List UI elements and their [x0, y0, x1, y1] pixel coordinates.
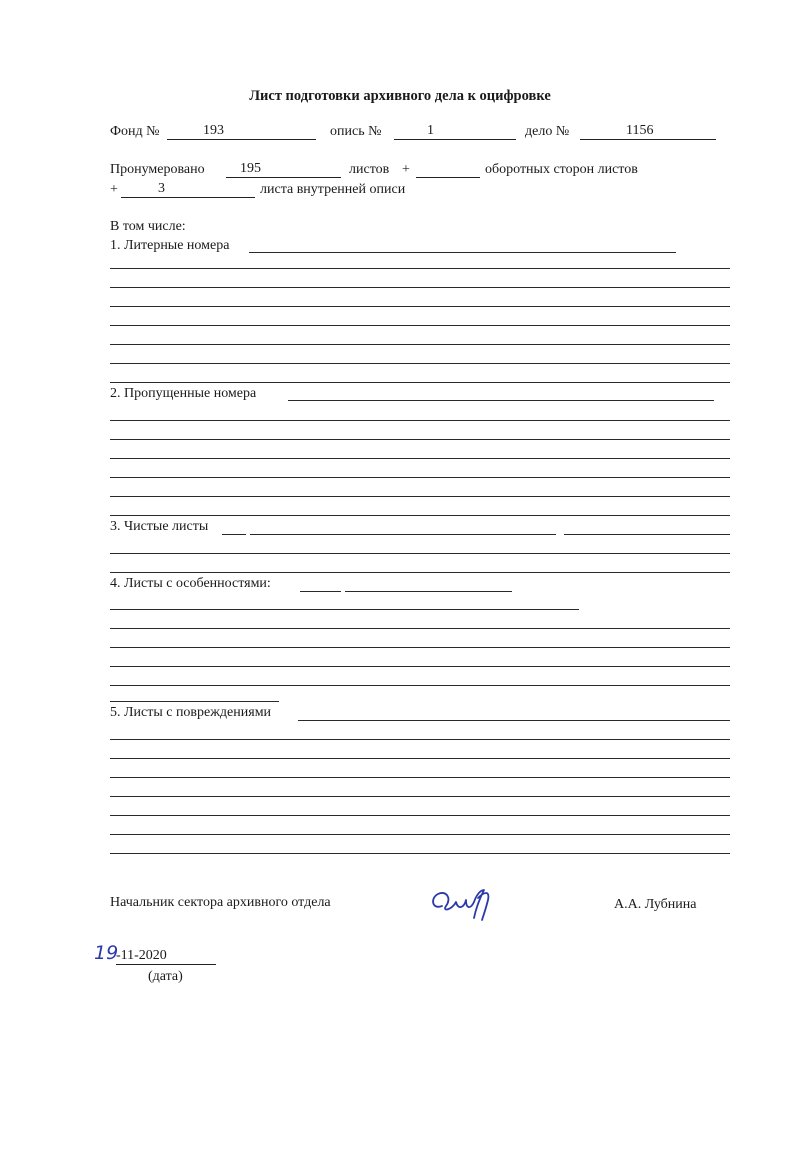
date-day-handwritten: 19	[94, 942, 119, 964]
section-5-rule[interactable]	[110, 758, 730, 759]
section-4-inline-rule[interactable]	[345, 591, 512, 592]
section-2-rule[interactable]	[110, 515, 730, 516]
section-3-rule[interactable]	[110, 553, 730, 554]
section-5-rule[interactable]	[110, 777, 730, 778]
including-label: В том числе:	[110, 219, 186, 234]
section-3-inline-rule[interactable]	[222, 534, 246, 535]
section-2-rule[interactable]	[110, 477, 730, 478]
opis-label: опись №	[330, 124, 382, 139]
section-1-rule[interactable]	[110, 325, 730, 326]
section-5-rule[interactable]	[110, 739, 730, 740]
section-2-rule[interactable]	[110, 420, 730, 421]
sheets-field[interactable]	[226, 162, 341, 178]
section-4-rule[interactable]	[110, 647, 730, 648]
section-1-rule[interactable]	[110, 344, 730, 345]
date-rest: -11-2020	[116, 948, 167, 963]
fond-value: 193	[203, 123, 224, 138]
sheets-value: 195	[240, 161, 261, 176]
section-4-rule[interactable]	[110, 685, 730, 686]
section-2-inline-rule[interactable]	[288, 400, 714, 401]
inner-inventory-field[interactable]	[121, 182, 255, 198]
delo-value: 1156	[626, 123, 654, 138]
section-4-label: 4. Листы с особенностями:	[110, 576, 271, 591]
section-1-rule[interactable]	[110, 287, 730, 288]
fond-field[interactable]	[167, 124, 316, 140]
inner-inventory-word: листа внутренней описи	[260, 182, 406, 197]
reverse-sides-word: оборотных сторон листов	[485, 162, 638, 177]
section-4-rule[interactable]	[110, 628, 730, 629]
numbered-prefix: Пронумеровано	[110, 162, 205, 177]
signature-image	[428, 884, 496, 924]
section-5-rule[interactable]	[110, 853, 730, 854]
date-field[interactable]	[116, 949, 216, 965]
signatory-name: А.А. Лубнина	[614, 897, 697, 912]
opis-field[interactable]	[394, 124, 516, 140]
section-5-inline-rule[interactable]	[298, 720, 730, 721]
date-caption: (дата)	[148, 969, 183, 984]
section-5-label: 5. Листы с повреждениями	[110, 705, 272, 720]
plus-sign: +	[402, 162, 410, 177]
opis-value: 1	[427, 123, 434, 138]
section-1-rule[interactable]	[110, 306, 730, 307]
inner-plus-sign: +	[110, 182, 118, 197]
delo-field[interactable]	[580, 124, 716, 140]
section-1-inline-rule[interactable]	[249, 252, 676, 253]
section-1-label: 1. Литерные номера	[110, 238, 230, 253]
section-4-rule[interactable]	[110, 701, 279, 702]
document-title: Лист подготовки архивного дела к оцифровке	[249, 88, 551, 104]
inner-inventory-value: 3	[158, 181, 165, 196]
sheets-word: листов	[349, 162, 390, 177]
section-2-label: 2. Пропущенные номера	[110, 386, 257, 401]
section-4-rule[interactable]	[110, 666, 730, 667]
section-3-label: 3. Чистые листы	[110, 519, 209, 534]
fond-label: Фонд №	[110, 124, 160, 139]
section-3-inline-rule[interactable]	[564, 534, 730, 535]
section-4-inline-rule[interactable]	[300, 591, 341, 592]
delo-label: дело №	[525, 124, 570, 139]
section-5-rule[interactable]	[110, 815, 730, 816]
section-5-rule[interactable]	[110, 796, 730, 797]
signatory-position: Начальник сектора архивного отдела	[110, 895, 331, 910]
section-3-inline-rule[interactable]	[250, 534, 556, 535]
section-2-rule[interactable]	[110, 458, 730, 459]
section-4-rule[interactable]	[110, 609, 579, 610]
section-2-rule[interactable]	[110, 439, 730, 440]
section-1-rule[interactable]	[110, 363, 730, 364]
section-5-rule[interactable]	[110, 834, 730, 835]
section-3-rule[interactable]	[110, 572, 730, 573]
section-1-rule[interactable]	[110, 268, 730, 269]
section-2-rule[interactable]	[110, 496, 730, 497]
reverse-sides-field[interactable]	[416, 162, 480, 178]
section-1-rule[interactable]	[110, 382, 730, 383]
